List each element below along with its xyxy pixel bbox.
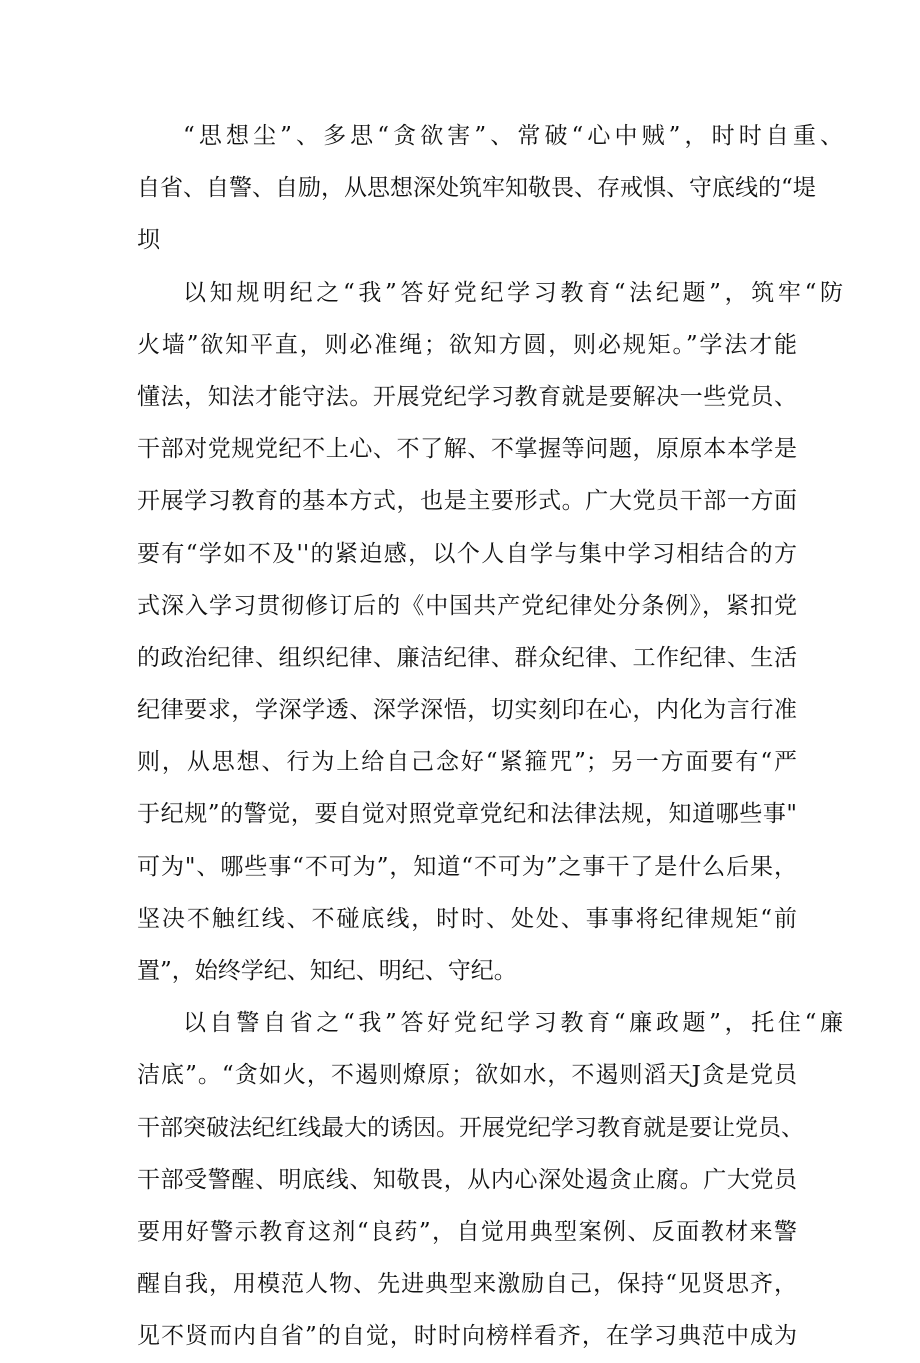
text-line: 开展学习教育的基本方式，也是主要形式。广大党员干部一方面 bbox=[137, 488, 797, 515]
text-line: 自省、自警、自励，从思想深处筑牢知敬畏、存戒惧、守底线的“堤 bbox=[137, 175, 816, 202]
text-line: 的政治纪律、组织纪律、廉洁纪律、群众纪律、工作纪律、生活 bbox=[137, 644, 797, 671]
text-line: 置”，始终学纪、知纪、明纪、守纪。 bbox=[137, 958, 517, 984]
text-line: 见不贤而内自省”的自觉，时时向榜样看齐，在学习典范中成为 bbox=[137, 1323, 797, 1350]
text-line: “思想尘”、多思“贪欲害”、常破“心中贼”，时时自重、 bbox=[183, 123, 843, 149]
text-line: 可为"、哪些事“不可为”，知道“不可为”之事干了是什么后果， bbox=[137, 853, 797, 880]
text-line: 要有“学如不及''的紧迫感，以个人自学与集中学习相结合的方 bbox=[137, 540, 797, 567]
text-line: 醒自我，用模范人物、先进典型来激励自己，保持“见贤思齐， bbox=[137, 1271, 797, 1298]
paragraph-2 bbox=[137, 267, 843, 998]
text-line: 纪律要求，学深学透、深学深悟，切实刻印在心，内化为言行准 bbox=[137, 697, 797, 724]
text-line: 坝 bbox=[137, 227, 160, 254]
text-line: 干部突破法纪红线最大的诱因。开展党纪学习教育就是要让党员、 bbox=[137, 1114, 804, 1141]
text-line: 干部受警醒、明底线、知敬畏，从内心深处遏贪止腐。广大党员 bbox=[137, 1166, 797, 1193]
text-line: 洁底”。“贪如火，不遏则燎原；欲如水，不遏则滔天J贪是党员 bbox=[137, 1062, 797, 1089]
text-line: 懂法，知法才能守法。开展党纪学习教育就是要解决一些党员、 bbox=[137, 383, 797, 410]
text-line: 于纪规”的警觉，要自觉对照党章党纪和法律法规，知道哪些事" bbox=[137, 801, 797, 828]
text-line: 则，从思想、行为上给自己念好“紧箍咒”；另一方面要有“严 bbox=[137, 749, 797, 776]
text-line: 要用好警示教育这剂“良药”，自觉用典型案例、反面教材来警 bbox=[137, 1218, 797, 1245]
text-line: 火墙”欲知平直，则必准绳；欲知方圆，则必规矩。”学法才能 bbox=[137, 331, 797, 358]
paragraph-3 bbox=[137, 997, 843, 1362]
paragraph-1 bbox=[137, 110, 843, 267]
text-line: 以自警自省之“我”答好党纪学习教育“廉政题”，托住“廉 bbox=[183, 1010, 843, 1037]
text-line: 坚决不触红线、不碰底线，时时、处处、事事将纪律规矩“前 bbox=[137, 905, 797, 932]
text-line: 式深入学习贯彻修订后的《中国共产党纪律处分条例》，紧扣党 bbox=[137, 592, 797, 619]
body-text bbox=[137, 110, 843, 1363]
text-line: 干部对党规党纪不上心、不了解、不掌握等问题，原原本本学是 bbox=[137, 436, 797, 463]
text-line: 以知规明纪之“我”答好党纪学习教育“法纪题”，筑牢“防 bbox=[183, 279, 843, 306]
